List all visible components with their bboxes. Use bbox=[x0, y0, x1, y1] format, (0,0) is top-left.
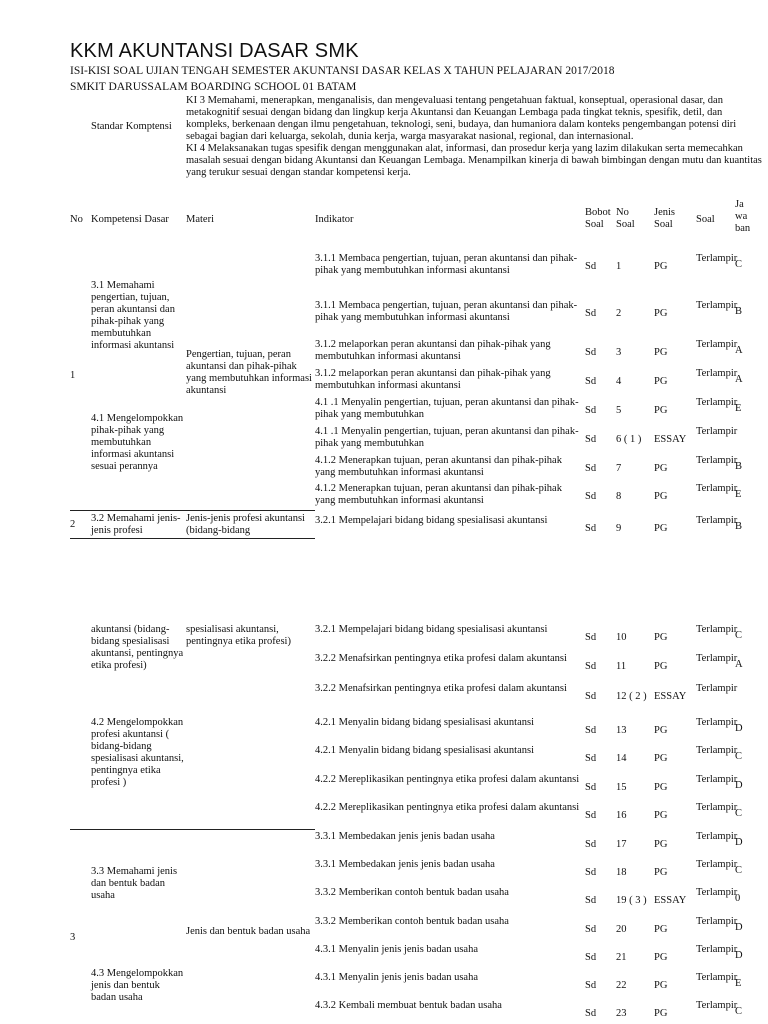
row-bobot-soal: Sd bbox=[585, 308, 597, 319]
row-no-soal: 22 bbox=[616, 980, 627, 991]
row-jenis-soal: PG bbox=[654, 491, 668, 502]
row-jawaban: A bbox=[735, 345, 743, 356]
row-soal: Terlampir bbox=[696, 483, 738, 494]
row-jenis-soal: PG bbox=[654, 376, 668, 387]
row-soal: Terlampir bbox=[696, 859, 738, 870]
row-no-soal: 23 bbox=[616, 1008, 627, 1019]
row-indicator: 3.3.1 Membedakan jenis jenis badan usaha bbox=[315, 859, 495, 870]
row-jenis-soal: ESSAY bbox=[654, 691, 687, 702]
row-bobot-soal: Sd bbox=[585, 434, 597, 445]
row-soal: Terlampir bbox=[696, 745, 738, 756]
group-2-materi-cont: spesialisasi akuntansi, pentingnya etika profesi) bbox=[186, 624, 291, 648]
row-soal: Terlampir bbox=[696, 455, 738, 466]
group-1-kd-3: 3.1 Memahami pengertian, tujuan, peran akuntansi dan pihak-pihak yang membutuhkan informasi akuntansi bbox=[91, 280, 175, 352]
row-jenis-soal: ESSAY bbox=[654, 434, 687, 445]
row-jawaban: B bbox=[735, 306, 743, 317]
row-bobot-soal: Sd bbox=[585, 725, 597, 736]
group-3-materi: Jenis dan bentuk badan usaha bbox=[186, 926, 311, 937]
row-indicator: 3.2.1 Mempelajari bidang bidang spesialisasi akuntansi bbox=[315, 624, 548, 635]
group-2-kd-4: 4.2 Mengelompokkan profesi akuntansi ( bidang-bidang spesialisasi akuntansi, pentingnya etika profesi ) bbox=[91, 717, 184, 789]
row-jenis-soal: PG bbox=[654, 753, 668, 764]
row-jenis-soal: PG bbox=[654, 1008, 668, 1019]
row-bobot-soal: Sd bbox=[585, 523, 597, 534]
row-no-soal: 16 bbox=[616, 810, 627, 821]
row-jawaban: E bbox=[735, 489, 742, 500]
row-jawaban: B bbox=[735, 461, 743, 472]
group-1-kd-4: 4.1 Mengelompokkan pihak-pihak yang membutuhkan informasi akuntansi sesuai perannya bbox=[91, 413, 184, 473]
row-no-soal: 9 bbox=[616, 523, 622, 534]
row-jenis-soal: PG bbox=[654, 839, 668, 850]
row-indicator: 4.1.2 Menerapkan tujuan, peran akuntansi dan pihak-pihak yang membutuhkan informasi akuntansi bbox=[315, 483, 562, 507]
row-jawaban: C bbox=[735, 259, 743, 270]
group-2-divider bbox=[70, 538, 315, 539]
row-no-soal: 2 bbox=[616, 308, 622, 319]
row-soal: Terlampir bbox=[696, 1000, 738, 1011]
group-1-materi: Pengertian, tujuan, peran akuntansi dan pihak-pihak yang membutuhkan informasi akuntansi bbox=[186, 349, 312, 397]
group-3-kd-3: 3.3 Memahami jenis dan bentuk badan usaha bbox=[91, 866, 178, 902]
row-no-soal: 1 bbox=[616, 261, 622, 272]
standar-kompetensi-label: Standar Komptensi bbox=[91, 121, 172, 132]
header-indikator: Indikator bbox=[315, 214, 354, 225]
group-3-kd-4: 4.3 Mengelompokkan jenis dan bentuk badan usaha bbox=[91, 968, 184, 1004]
page-title: KKM AKUNTANSI DASAR SMK bbox=[70, 40, 359, 62]
row-indicator: 3.3.2 Memberikan contoh bentuk badan usaha bbox=[315, 916, 509, 927]
row-jenis-soal: PG bbox=[654, 980, 668, 991]
row-jenis-soal: PG bbox=[654, 810, 668, 821]
group-2-kd-3: 3.2 Memahami jenis-jenis profesi bbox=[91, 513, 181, 537]
group-1-no: 1 bbox=[70, 370, 76, 381]
row-no-soal: 18 bbox=[616, 867, 627, 878]
row-indicator: 4.2.2 Mereplikasikan pentingnya etika profesi dalam akuntansi bbox=[315, 774, 580, 785]
row-jawaban: C bbox=[735, 808, 743, 819]
row-soal: Terlampir bbox=[696, 339, 738, 350]
row-bobot-soal: Sd bbox=[585, 810, 597, 821]
row-soal: Terlampir bbox=[696, 972, 738, 983]
row-bobot-soal: Sd bbox=[585, 691, 597, 702]
row-jenis-soal: PG bbox=[654, 952, 668, 963]
header-materi: Materi bbox=[186, 214, 214, 225]
row-soal: Terlampir bbox=[696, 831, 738, 842]
row-bobot-soal: Sd bbox=[585, 1008, 597, 1019]
header-kompetensi-dasar: Kompetensi Dasar bbox=[91, 214, 169, 225]
group-2-no: 2 bbox=[70, 519, 76, 530]
row-no-soal: 19 ( 3 ) bbox=[616, 895, 647, 906]
row-jenis-soal: PG bbox=[654, 867, 668, 878]
row-bobot-soal: Sd bbox=[585, 867, 597, 878]
header-no-soal: No Soal bbox=[616, 207, 635, 231]
row-no-soal: 14 bbox=[616, 753, 627, 764]
row-soal: Terlampir bbox=[696, 717, 738, 728]
row-jawaban: E bbox=[735, 978, 742, 989]
standar-kompetensi-text bbox=[186, 95, 764, 179]
row-jawaban: C bbox=[735, 751, 743, 762]
ki3-text: KI 3 Memahami, menerapkan, menganalisis, dan mengevaluasi tentang pengetahuan faktual, konseptual, operasional dasar, dan metakognitif sesuai dengan bidang dan lingkup kerja Akuntansi dan Keuangan Lembaga pada tingkat teknis, spesifik, detil, dan kompleks, berkenaan dengan ilmu pengetahuan, teknologi, seni, budaya, dan humaniora dalam konteks pengembangan potensi diri sebagai bagian dari keluarga, sekolah, dunia kerja, warga masyarakat nasional, regional, dan internasional. bbox=[186, 95, 737, 143]
row-indicator: 4.2.2 Mereplikasikan pentingnya etika profesi dalam akuntansi bbox=[315, 802, 580, 813]
row-no-soal: 15 bbox=[616, 782, 627, 793]
row-indicator: 4.3.2 Kembali membuat bentuk badan usaha bbox=[315, 1000, 502, 1011]
row-jawaban: C bbox=[735, 630, 743, 641]
row-soal: Terlampir bbox=[696, 515, 738, 526]
row-indicator: 3.1.2 melaporkan peran akuntansi dan pihak-pihak yang membutuhkan informasi akuntansi bbox=[315, 368, 551, 392]
row-jenis-soal: PG bbox=[654, 347, 668, 358]
row-jawaban: D bbox=[735, 950, 743, 961]
row-jenis-soal: PG bbox=[654, 405, 668, 416]
row-jawaban: D bbox=[735, 922, 743, 933]
row-soal: Terlampir bbox=[696, 300, 738, 311]
row-jawaban: D bbox=[735, 780, 743, 791]
row-no-soal: 6 ( 1 ) bbox=[616, 434, 642, 445]
row-indicator: 3.1.1 Membaca pengertian, tujuan, peran akuntansi dan pihak-pihak yang membutuhkan informasi akuntansi bbox=[315, 300, 578, 324]
row-bobot-soal: Sd bbox=[585, 661, 597, 672]
row-jenis-soal: PG bbox=[654, 924, 668, 935]
row-soal: Terlampir bbox=[696, 774, 738, 785]
row-jawaban: C bbox=[735, 1006, 743, 1017]
group-1-divider bbox=[70, 510, 315, 511]
ki4-text: KI 4 Melaksanakan tugas spesifik dengan menggunakan alat, informasi, dan prosedur kerja yang lazim dilakukan serta memecahkan masalah sesuai dengan bidang Akuntansi dan Keuangan Lembaga. Menampilkan kinerja di bawah bimbingan dengan mutu dan kuantitas yang terukur sesuai dengan standar kompetensi kerja. bbox=[186, 143, 762, 179]
row-no-soal: 13 bbox=[616, 725, 627, 736]
row-bobot-soal: Sd bbox=[585, 895, 597, 906]
row-bobot-soal: Sd bbox=[585, 405, 597, 416]
row-indicator: 3.2.1 Mempelajari bidang bidang spesialisasi akuntansi bbox=[315, 515, 548, 526]
school-name: SMKIT DARUSSALAM BOARDING SCHOOL 01 BATAM bbox=[70, 81, 357, 93]
row-soal: Terlampir bbox=[696, 253, 738, 264]
row-indicator: 4.1.2 Menerapkan tujuan, peran akuntansi dan pihak-pihak yang membutuhkan informasi akuntansi bbox=[315, 455, 562, 479]
row-bobot-soal: Sd bbox=[585, 632, 597, 643]
row-indicator: 3.1.2 melaporkan peran akuntansi dan pihak-pihak yang membutuhkan informasi akuntansi bbox=[315, 339, 551, 363]
row-no-soal: 4 bbox=[616, 376, 622, 387]
row-bobot-soal: Sd bbox=[585, 376, 597, 387]
row-bobot-soal: Sd bbox=[585, 980, 597, 991]
row-jenis-soal: PG bbox=[654, 725, 668, 736]
row-no-soal: 5 bbox=[616, 405, 622, 416]
group-2-end-divider bbox=[70, 829, 315, 830]
row-indicator: 4.2.1 Menyalin bidang bidang spesialisasi akuntansi bbox=[315, 745, 535, 756]
row-bobot-soal: Sd bbox=[585, 347, 597, 358]
row-bobot-soal: Sd bbox=[585, 839, 597, 850]
row-jawaban: 0 bbox=[735, 893, 741, 904]
row-no-soal: 20 bbox=[616, 924, 627, 935]
row-no-soal: 21 bbox=[616, 952, 627, 963]
row-indicator: 3.2.2 Menafsirkan pentingnya etika profesi dalam akuntansi bbox=[315, 683, 567, 694]
row-jawaban: D bbox=[735, 837, 743, 848]
row-jawaban: C bbox=[735, 865, 743, 876]
row-indicator: 4.2.1 Menyalin bidang bidang spesialisasi akuntansi bbox=[315, 717, 535, 728]
row-jenis-soal: PG bbox=[654, 661, 668, 672]
row-soal: Terlampir bbox=[696, 802, 738, 813]
header-no: No bbox=[70, 214, 83, 225]
row-jenis-soal: ESSAY bbox=[654, 895, 687, 906]
row-jenis-soal: PG bbox=[654, 463, 668, 474]
header-jawaban: Jawaban bbox=[735, 199, 751, 235]
row-indicator: 3.2.2 Menafsirkan pentingnya etika profesi dalam akuntansi bbox=[315, 653, 567, 664]
group-2-kd-3-cont: akuntansi (bidang-bidang spesialisasi akuntansi, pentingnya etika profesi) bbox=[91, 624, 184, 672]
row-no-soal: 7 bbox=[616, 463, 622, 474]
row-indicator: 4.1 .1 Menyalin pengertian, tujuan, peran akuntansi dan pihak-pihak yang membutuhkan bbox=[315, 397, 579, 421]
row-jawaban: A bbox=[735, 659, 743, 670]
row-jawaban: E bbox=[735, 403, 742, 414]
row-jenis-soal: PG bbox=[654, 632, 668, 643]
header-bobot-soal: Bobot Soal bbox=[585, 207, 611, 231]
row-no-soal: 17 bbox=[616, 839, 627, 850]
row-jenis-soal: PG bbox=[654, 261, 668, 272]
header-jenis-soal: Jenis Soal bbox=[654, 207, 675, 231]
row-jenis-soal: PG bbox=[654, 782, 668, 793]
row-soal: Terlampir bbox=[696, 397, 738, 408]
row-jawaban: A bbox=[735, 374, 743, 385]
row-soal: Terlampir bbox=[696, 887, 738, 898]
row-soal: Terlampir bbox=[696, 944, 738, 955]
row-soal: Terlampir bbox=[696, 916, 738, 927]
row-no-soal: 12 ( 2 ) bbox=[616, 691, 647, 702]
header-soal: Soal bbox=[696, 214, 715, 225]
row-indicator: 3.3.2 Memberikan contoh bentuk badan usaha bbox=[315, 887, 509, 898]
row-soal: Terlampir bbox=[696, 426, 738, 437]
row-bobot-soal: Sd bbox=[585, 952, 597, 963]
row-soal: Terlampir bbox=[696, 624, 738, 635]
row-jenis-soal: PG bbox=[654, 308, 668, 319]
row-indicator: 4.3.1 Menyalin jenis jenis badan usaha bbox=[315, 972, 479, 983]
row-indicator: 4.1 .1 Menyalin pengertian, tujuan, peran akuntansi dan pihak-pihak yang membutuhkan bbox=[315, 426, 579, 450]
row-jenis-soal: PG bbox=[654, 523, 668, 534]
row-bobot-soal: Sd bbox=[585, 261, 597, 272]
group-3-no: 3 bbox=[70, 932, 76, 943]
row-no-soal: 8 bbox=[616, 491, 622, 502]
row-soal: Terlampir bbox=[696, 368, 738, 379]
row-no-soal: 3 bbox=[616, 347, 622, 358]
row-indicator: 3.1.1 Membaca pengertian, tujuan, peran akuntansi dan pihak-pihak yang membutuhkan informasi akuntansi bbox=[315, 253, 578, 277]
row-jawaban: B bbox=[735, 521, 743, 532]
row-indicator: 4.3.1 Menyalin jenis jenis badan usaha bbox=[315, 944, 479, 955]
group-2-materi: Jenis-jenis profesi akuntansi (bidang-bidang bbox=[186, 513, 305, 537]
row-soal: Terlampir bbox=[696, 683, 738, 694]
row-bobot-soal: Sd bbox=[585, 463, 597, 474]
row-bobot-soal: Sd bbox=[585, 753, 597, 764]
row-jawaban: D bbox=[735, 723, 743, 734]
document-subtitle: ISI-KISI SOAL UJIAN TENGAH SEMESTER AKUNTANSI DASAR KELAS X TAHUN PELAJARAN 2017/2018 bbox=[70, 65, 615, 77]
row-no-soal: 10 bbox=[616, 632, 627, 643]
row-bobot-soal: Sd bbox=[585, 924, 597, 935]
row-bobot-soal: Sd bbox=[585, 782, 597, 793]
row-indicator: 3.3.1 Membedakan jenis jenis badan usaha bbox=[315, 831, 495, 842]
row-no-soal: 11 bbox=[616, 661, 627, 672]
row-soal: Terlampir bbox=[696, 653, 738, 664]
row-bobot-soal: Sd bbox=[585, 491, 597, 502]
